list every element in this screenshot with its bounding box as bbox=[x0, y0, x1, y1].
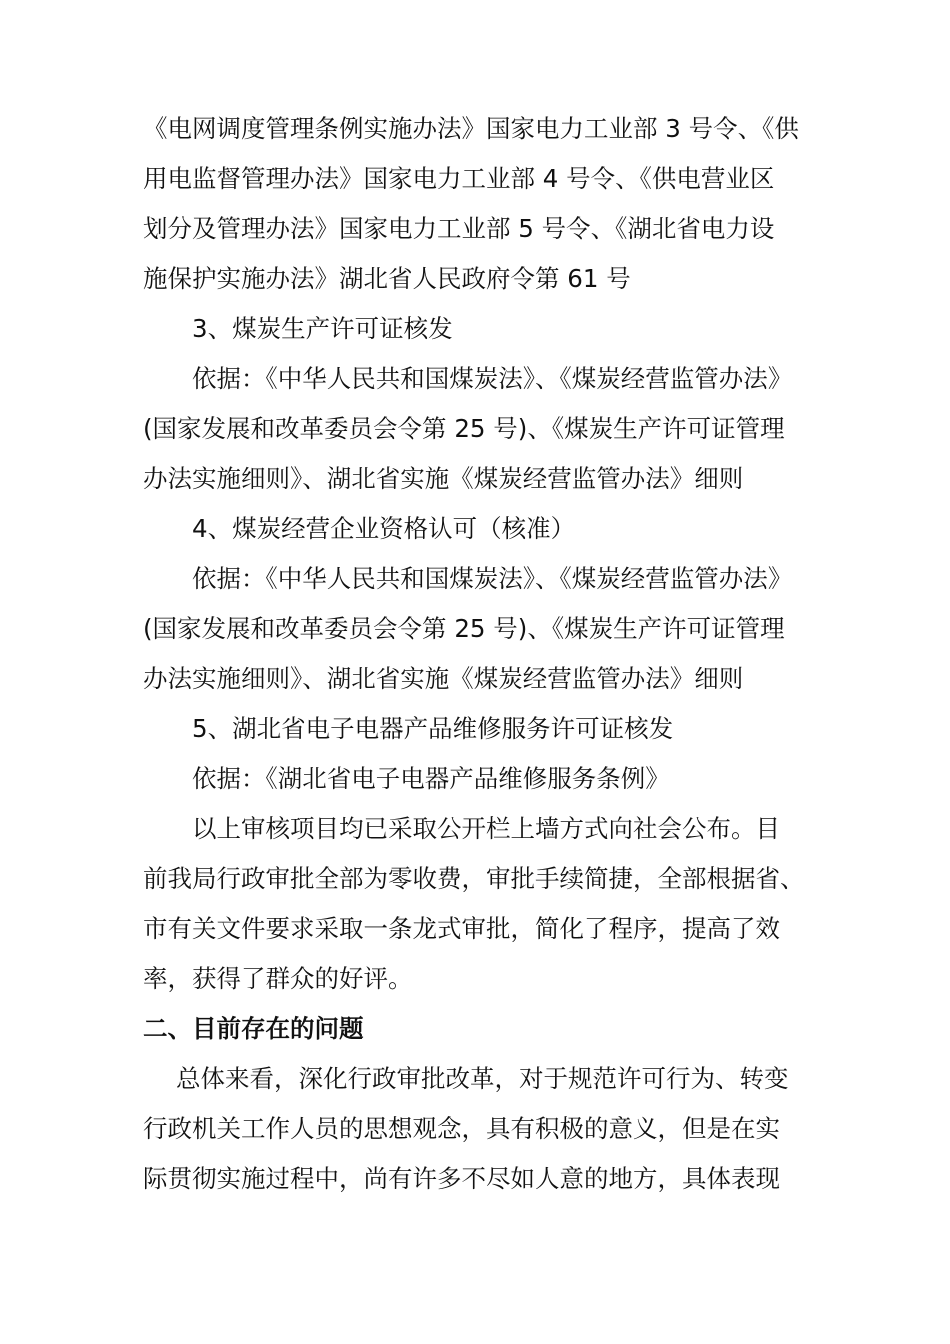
text-line-2: 用电监督管理办法》国家电力工业部 4 号令、《供电营业区 bbox=[143, 164, 775, 193]
item-3-title: 3、煤炭生产许可证核发 bbox=[192, 314, 453, 343]
problem-line-2: 行政机关工作人员的思想观念，具有积极的意义，但是在实 bbox=[143, 1114, 780, 1143]
item-3-basis-line-2: (国家发展和改革委员会令第 25 号)、《煤炭生产许可证管理 bbox=[143, 414, 785, 443]
text-line-1: 《电网调度管理条例实施办法》国家电力工业部 3 号令、《供 bbox=[143, 114, 799, 143]
item-5-basis: 依据：《湖北省电子电器产品维修服务条例》 bbox=[192, 764, 670, 793]
item-3-basis-line-3: 办法实施细则》、湖北省实施《煤炭经营监管办法》细则 bbox=[143, 464, 744, 493]
summary-line-1: 以上审核项目均已采取公开栏上墙方式向社会公布。目 bbox=[192, 814, 780, 843]
item-4-basis-line-2: (国家发展和改革委员会令第 25 号)、《煤炭生产许可证管理 bbox=[143, 614, 785, 643]
item-5-title: 5、湖北省电子电器产品维修服务许可证核发 bbox=[192, 714, 674, 743]
section-heading: 二、目前存在的问题 bbox=[143, 1014, 364, 1043]
problem-line-1: 总体来看，深化行政审批改革，对于规范许可行为、转变 bbox=[176, 1064, 789, 1093]
text-line-4: 施保护实施办法》湖北省人民政府令第 61 号 bbox=[143, 264, 631, 293]
summary-line-3: 市有关文件要求采取一条龙式审批，简化了程序，提高了效 bbox=[143, 914, 780, 943]
text-line-3: 划分及管理办法》国家电力工业部 5 号令、《湖北省电力设 bbox=[143, 214, 775, 243]
item-4-basis-line-1: 依据：《中华人民共和国煤炭法》、《煤炭经营监管办法》 bbox=[192, 564, 793, 593]
document-body bbox=[143, 104, 818, 1204]
problem-line-3: 际贯彻实施过程中，尚有许多不尽如人意的地方，具体表现 bbox=[143, 1164, 780, 1193]
summary-line-2: 前我局行政审批全部为零收费，审批手续简捷，全部根据省、 bbox=[143, 864, 805, 893]
summary-line-4: 率，获得了群众的好评。 bbox=[143, 964, 413, 993]
item-3-basis-line-1: 依据：《中华人民共和国煤炭法》、《煤炭经营监管办法》 bbox=[192, 364, 793, 393]
item-4-basis-line-3: 办法实施细则》、湖北省实施《煤炭经营监管办法》细则 bbox=[143, 664, 744, 693]
item-4-title: 4、煤炭经营企业资格认可（核准） bbox=[192, 514, 576, 543]
